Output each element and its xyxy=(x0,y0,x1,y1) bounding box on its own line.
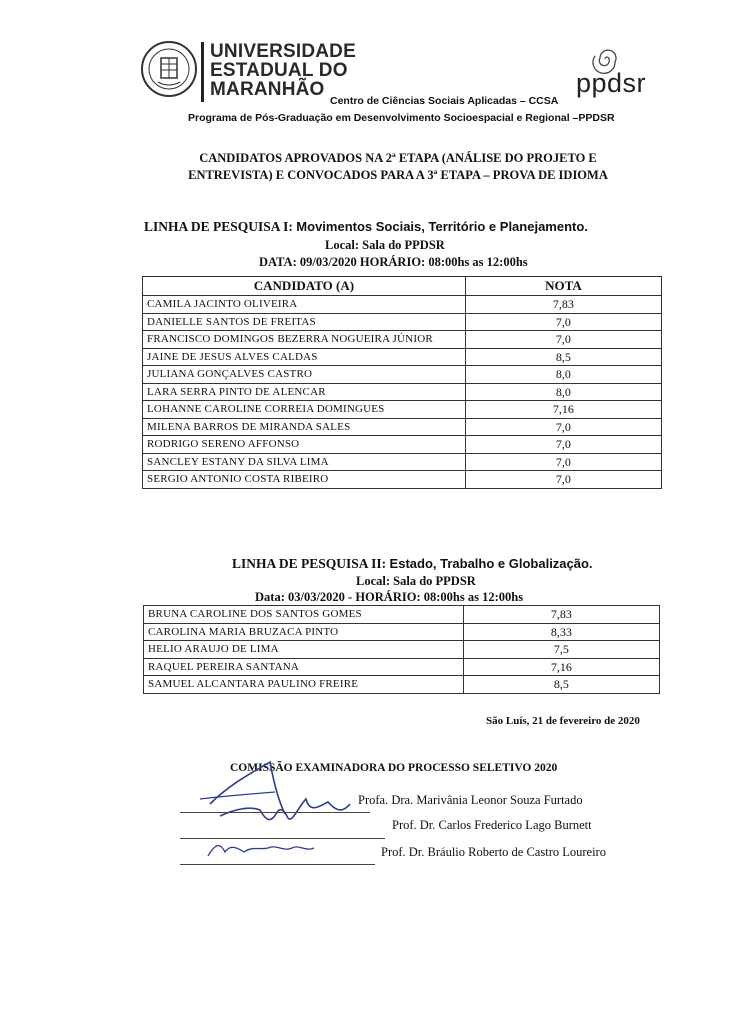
candidate-name: JAINE DE JESUS ALVES CALDAS xyxy=(143,348,466,366)
research-line-2-prefix: LINHA DE PESQUISA II: xyxy=(232,556,387,571)
column-header-candidate: CANDIDATO (A) xyxy=(143,277,466,296)
signatory-2: Prof. Dr. Carlos Frederico Lago Burnett xyxy=(392,818,592,832)
candidate-name: SAMUEL ALCANTARA PAULINO FREIRE xyxy=(144,676,464,694)
table-header-row xyxy=(143,277,662,296)
commission-title: COMISSÃO EXAMINADORA DO PROCESSO SELETIVO 2020 xyxy=(230,762,558,774)
candidate-name: LARA SERRA PINTO DE ALENCAR xyxy=(143,383,466,401)
candidate-score: 7,83 xyxy=(465,296,661,314)
research-line-2-theme: Estado, Trabalho e Globalização. xyxy=(389,556,593,571)
table-row xyxy=(143,313,662,331)
candidate-name: DANIELLE SANTOS DE FREITAS xyxy=(143,313,466,331)
candidate-name: BRUNA CAROLINE DOS SANTOS GOMES xyxy=(144,606,464,624)
candidate-score: 8,0 xyxy=(465,366,661,384)
title-line-2: ENTREVISTA) E CONVOCADOS PARA A 3ª ETAPA – PROVA DE IDIOMA xyxy=(188,168,608,182)
table-row xyxy=(144,606,660,624)
title-line-1: CANDIDATOS APROVADOS NA 2ª ETAPA (ANÁLISE DO PROJETO E xyxy=(199,151,597,165)
candidate-name: LOHANNE CAROLINE CORREIA DOMINGUES xyxy=(143,401,466,419)
research-line-1-table xyxy=(142,276,662,489)
signature-line-3 xyxy=(180,864,375,865)
research-line-1-date: DATA: 09/03/2020 HORÁRIO: 08:00hs as 12:00hs xyxy=(259,255,528,269)
research-line-1-local: Local: Sala do PPDSR xyxy=(325,238,445,252)
table-row xyxy=(143,418,662,436)
research-line-2-table xyxy=(143,605,660,694)
candidate-score: 7,0 xyxy=(465,331,661,349)
handwritten-signatures xyxy=(180,744,380,866)
signature-line-2 xyxy=(180,838,385,839)
candidate-score: 7,83 xyxy=(463,606,659,624)
document-title xyxy=(168,150,628,184)
center-name: Centro de Ciências Sociais Aplicadas – CCSA xyxy=(330,95,559,107)
candidate-score: 7,0 xyxy=(465,471,661,489)
table-row xyxy=(143,383,662,401)
logo-divider xyxy=(201,42,204,102)
table-row xyxy=(144,658,660,676)
candidate-score: 8,0 xyxy=(465,383,661,401)
table-row xyxy=(143,331,662,349)
table-row xyxy=(144,641,660,659)
candidate-score: 7,16 xyxy=(463,658,659,676)
program-name: Programa de Pós-Graduação em Desenvolvimento Socioespacial e Regional –PPDSR xyxy=(188,112,615,124)
candidate-name: SANCLEY ESTANY DA SILVA LIMA xyxy=(143,453,466,471)
candidate-name: MILENA BARROS DE MIRANDA SALES xyxy=(143,418,466,436)
table-row xyxy=(143,453,662,471)
ppdsr-logo-text: ppdsr xyxy=(576,68,647,98)
candidate-name: SERGIO ANTONIO COSTA RIBEIRO xyxy=(143,471,466,489)
research-line-1-theme: Movimentos Sociais, Território e Planejamento. xyxy=(296,219,588,234)
research-line-2-local: Local: Sala do PPDSR xyxy=(356,574,476,588)
table-row xyxy=(144,676,660,694)
research-line-1-prefix: LINHA DE PESQUISA I: xyxy=(144,219,293,234)
signatory-1: Profa. Dra. Marivânia Leonor Souza Furtado xyxy=(358,793,583,807)
candidate-score: 8,5 xyxy=(465,348,661,366)
table-row xyxy=(144,623,660,641)
candidate-score: 7,5 xyxy=(463,641,659,659)
candidate-score: 8,33 xyxy=(463,623,659,641)
university-name xyxy=(210,42,356,99)
research-line-1-heading xyxy=(144,219,588,235)
candidate-score: 7,0 xyxy=(465,436,661,454)
university-line-3: MARANHÃO xyxy=(210,79,325,100)
candidate-score: 8,5 xyxy=(463,676,659,694)
candidate-score: 7,16 xyxy=(465,401,661,419)
candidate-name: RODRIGO SERENO AFFONSO xyxy=(143,436,466,454)
table-row xyxy=(143,471,662,489)
university-seal-icon xyxy=(140,38,198,100)
table-row xyxy=(143,366,662,384)
candidate-name: RAQUEL PEREIRA SANTANA xyxy=(144,658,464,676)
candidate-score: 7,0 xyxy=(465,418,661,436)
candidate-name: HELIO ARAUJO DE LIMA xyxy=(144,641,464,659)
document-date: São Luís, 21 de fevereiro de 2020 xyxy=(486,715,640,727)
signature-line-1 xyxy=(180,812,370,813)
table-row xyxy=(143,401,662,419)
candidate-name: FRANCISCO DOMINGOS BEZERRA NOGUEIRA JÚNIOR xyxy=(143,331,466,349)
column-header-score: NOTA xyxy=(465,277,661,296)
candidate-score: 7,0 xyxy=(465,453,661,471)
research-line-2-heading xyxy=(232,556,593,572)
university-line-1: UNIVERSIDADE xyxy=(210,41,356,62)
candidate-score: 7,0 xyxy=(465,313,661,331)
table-row xyxy=(143,436,662,454)
candidate-name: CAROLINA MARIA BRUZACA PINTO xyxy=(144,623,464,641)
signatory-3: Prof. Dr. Bráulio Roberto de Castro Loureiro xyxy=(381,845,606,859)
university-line-2: ESTADUAL DO xyxy=(210,60,348,81)
candidate-name: CAMILA JACINTO OLIVEIRA xyxy=(143,296,466,314)
table-row xyxy=(143,348,662,366)
candidate-name: JULIANA GONÇALVES CASTRO xyxy=(143,366,466,384)
table-row xyxy=(143,296,662,314)
research-line-2-date: Data: 03/03/2020 - HORÁRIO: 08:00hs as 12:00hs xyxy=(255,590,524,604)
